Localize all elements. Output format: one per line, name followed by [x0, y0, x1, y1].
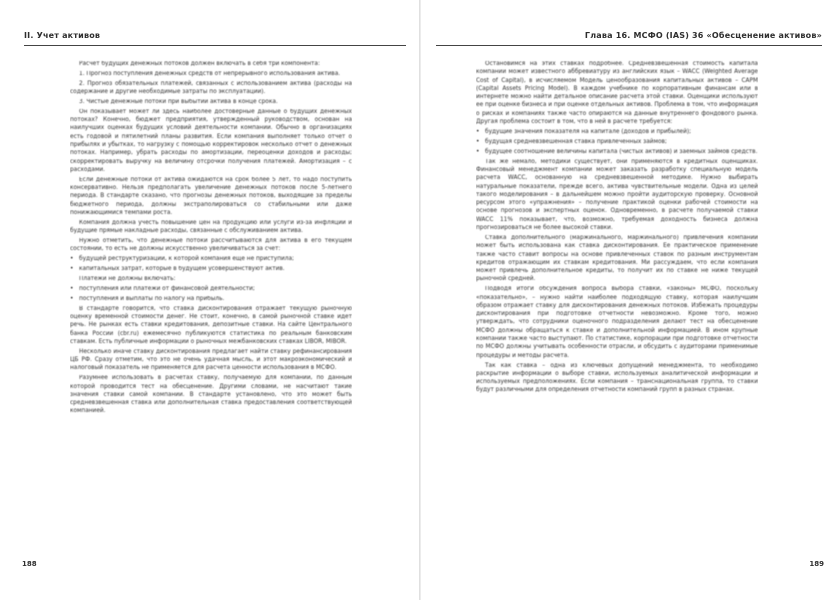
paragraph: Платежи не должны включать: [79, 276, 176, 283]
paragraph: 3. Чистые денежные потоки при выбытии актива в конце срока. [79, 98, 278, 105]
right-running-head: Глава 16. МСФО (IAS) 36 «Обесценение активов» [584, 31, 822, 40]
paragraph: Несколько иначе ставку дисконтирования предлагает найти ставку рефинансирования ЦБ РФ. Сразу отметим, что это не очень удачная мысль, и этот макроэкономический и налоговый показатель не применяется для расчета ценности использования в МСФО. [70, 348, 352, 372]
paragraph: Подводя итоги обсуждения вопроса выбора ставки, «законы» МСФО, поскольку «показательно», – нужно найти наиболее подходящую ставку, которая наилучшим образом отражает ставку для дисконтирования денежных потоков. Избежать процедуры дисконтирования при подготовке отчетности невозможно. Кроме того, можно утверждать, что сотрудники оценочного подразделения делают тест на обесценение МСФО должны обращаться к ставке и дополнительной информацией. В ином крупные компании также часто выступают. По статистике, корпорации при подготовке отчетности по МСФО должны учитывать особенности отрасли, и обсудить с аудиторами применимые процедуры и методы расчета. [476, 286, 758, 359]
bullet-item: • капитальных затрат, которые в будущем усовершенствуют актив. [70, 265, 352, 273]
paragraph: 2. Прогноз обязательных платежей, связанных с использованием актива (расходы на содержание и другие необходимые затраты по эксплуатации). [70, 80, 352, 96]
bullet-item: • поступления или платежи от финансовой деятельности; [70, 285, 352, 293]
left-header-rule [24, 45, 406, 46]
bullet-item: • поступления и выплаты по налогу на прибыль. [70, 295, 352, 303]
paragraph: Так как ставка – одна из ключевых допущений менеджмента, то необходимо раскрытие информации о выборе ставки, используемых аналитической информации и используемых предположениях. Если компания – транснациональная группа, то ставки будут различными для определения отчетности компаний групп в разных странах. [476, 362, 758, 394]
left-running-head: II. Учет активов [24, 31, 101, 40]
paragraph: Расчет будущих денежных потоков должен включать в себя три компонента: [79, 61, 320, 67]
bullet-item: • будущие значения показателя на капитале (доходов и прибылей); [476, 128, 758, 136]
paragraph: Если денежные потоки от актива ожидаются на срок более 5 лет, то надо поступить консервативно. Нельзя предполагать увеличение денежных потоков после 5-летнего периода. В стандарте сказано, что прогнозы денежных потоков, выходящие за пределы бюджетного периода, должны экстраполироваться со стабильными или даже понижающимися темпами роста. [70, 176, 352, 217]
paragraph: Ставка дополнительного (маржинального, маржинального) привлечения компании может быть использована как ставка дисконтирования. Ее практическое применение также часто ставит вопросы на основе привлеченных ставок по разным инструментам кредитов отражающим их ставкам кредитования. Ми рассуждаем, что если компания может привлечь дополнительное кредиты, то получит их по ставке не ниже текущей рыночной средней. [476, 234, 758, 283]
right-page-number: 189 [809, 560, 824, 568]
bullet-item: • будущее соотношение величины капитала (чистых активов) и заемных займов средств. [476, 148, 758, 156]
paragraph: Он показывает может ли здесь наиболее достоверные данные о будущих денежных потоках? Конечно, бюджет предприятия, утвержденный руководством, основан на наилучших оценках будущих условий деятельности компании. Обычно в организациях есть годовой и пятилетний планы развития. Если компания выполняет только отчет о прибылях и убытках, то нагрузку с помощью корректировок несколько отчет о денежных потоках. Например, убрать расходы по амортизации, переоценки доходов и расходы; скорректировать выручку на величину отсрочки получения платежей. Амортизация – с расходами. [70, 108, 352, 173]
right-header-rule [436, 45, 822, 46]
bullet-item: • будущая средневзвешенная ставка привлеченных займов; [476, 138, 758, 146]
paragraph: 1. Прогноз поступления денежных средств от непрерывного использования актива. [79, 70, 341, 77]
left-page-number: 188 [22, 560, 37, 568]
right-page-text [476, 60, 758, 530]
paragraph: Остановимся на этих ставках подробнее. Средневзвешенная стоимость капитала компании может известного аббревиатуру из английских язык – WACC (Weighted Average Cost of Capital), в исчисляемом Модель ценообразования капитальных активов – CAPM (Capital Assets Pricing Model). В каждом учебнике по корпоративным финансам или в интернете можно найти детальное описание расчета этой ставки. Оценщики используют ее при оценке бизнеса и при оценке отдельных активов. Проблема в том, что информация о рисках и компаниях также часто опираются на данные внутреннего фондового рынка. Другая проблема состоит в том, что в ней в расчете требуется: [476, 61, 758, 126]
book-gutter [419, 0, 421, 600]
paragraph: Компания должна учесть повышение цен на продукцию или услуги из-за инфляции и будущие прямые накладные расходы, связанные с обслуживанием актива. [70, 219, 352, 235]
left-page-text [70, 60, 352, 530]
paragraph: В стандарте говорится, что ставка дисконтирования отражает текущую рыночную оценку временной стоимости денег. Не стоит, конечно, в самой рыночной ставке идет речь. Не рынках есть ставки кредитования, депозитные ставки. На сайте Центрального банка России (cbr.ru) ежемесячно публикуются статистика по реальным банковским ставкам. Есть публичные информации о рыночных межбанковских ставках LIBOR, MIBOR. [70, 305, 352, 345]
paragraph: Так же немало, методики существует, они применяются в кредитных оценщиках. Финансовый менеджмент компании может заказать разработку специальную модель расчета WACC, основанную на средневзвешенной методике. Нужно выбирать натуральные показатели, прежде всего, актива чувствительные модели. Одна из целей такого моделирования – в дальнейшем можно пройти аудиторскую проверку. Основной ресурсом этого «упражнения» – получение практикой оценки рабочей стоимости на основе прогнозов и экспертных оценок. Одновременно, в расчете получаемой ставки WACC 11% показывает, что, возможно, требуемая доходность бизнеса должна прогнозироваться не более высокой ставки. [476, 158, 758, 232]
bullet-item: • будущей реструктуризации, к которой компания еще не приступила; [70, 255, 352, 263]
paragraph: Разумнее использовать в расчетах ставку, получаемую для компании, по данным которой проводится тест на обесценение. Другими словами, не насчитают такие значения ставки самой компании. В стандарте установлено, что это может быть средневзвешенная ставка или дополнительная ставка предоставления соответствующей компанией. [70, 375, 352, 415]
paragraph: Нужно отметить, что денежные потоки рассчитываются для актива в его текущем состоянии, то есть не должны искусственно увеличиваться за счет: [70, 238, 352, 253]
